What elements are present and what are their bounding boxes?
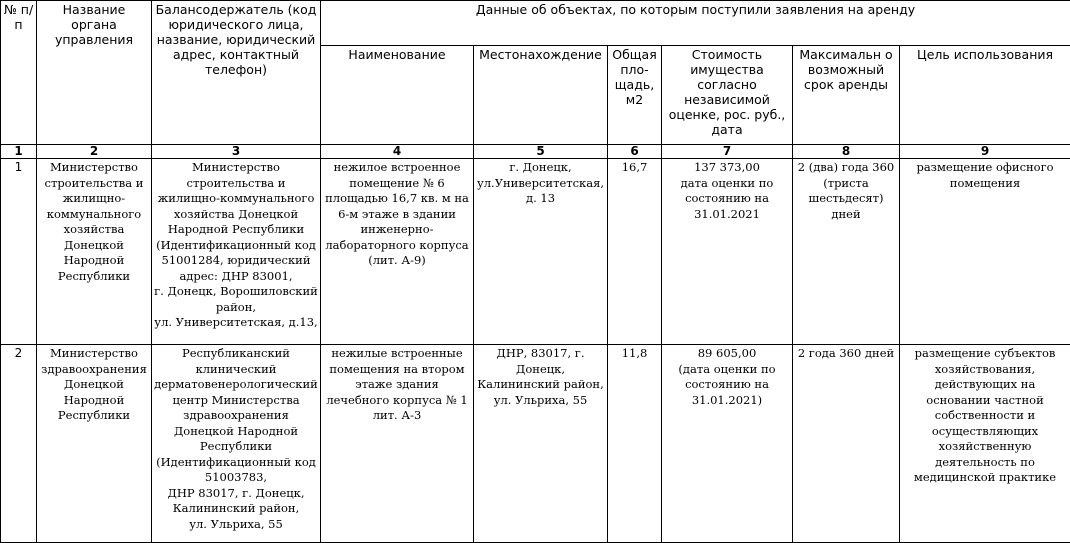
column-number: 9 — [900, 145, 1070, 159]
header-purpose: Цель использования — [900, 46, 1070, 145]
row-number: 2 — [1, 345, 37, 543]
cost-date: (дата оценки по состоянию на 31.01.2021) — [678, 361, 776, 407]
header-objects-group: Данные об объектах, по которым поступили заявления на аренду — [321, 1, 1070, 46]
row-number: 1 — [1, 159, 37, 345]
row-location: г. Донецк, ул.Университетская, д. 13 — [474, 159, 608, 345]
row-object-name: нежилое встроенное помещение № 6 площадью 16,7 кв. м на 6-м этаже в здании инженерно-лабораторного корпуса (лит. А-9) — [321, 159, 474, 345]
holder-line: (Идентификационный код 51001284, юридический адрес: ДНР 83001, — [156, 237, 316, 283]
column-number: 7 — [662, 145, 793, 159]
cost-value: 89 605,00 — [697, 346, 757, 360]
row-purpose: размещение офисного помещения — [900, 159, 1070, 345]
column-number: 1 — [1, 145, 37, 159]
row-area: 11,8 — [608, 345, 662, 543]
row-organ: Министерство строительства и жилищно-коммунального хозяйства Донецкой Народной Республики — [37, 159, 152, 345]
header-term: Максимальн о возможный срок аренды — [793, 46, 900, 145]
holder-line: Республиканский клинический дерматовенерологический центр Министерства здравоохранения Донецкой Народной Республики — [154, 346, 318, 453]
row-area: 16,7 — [608, 159, 662, 345]
column-number: 4 — [321, 145, 474, 159]
row-holder — [152, 159, 321, 345]
column-number: 3 — [152, 145, 321, 159]
header-location: Местонахождение — [474, 46, 608, 145]
cost-value: 137 373,00 — [694, 160, 760, 174]
row-object-name: нежилые встроенные помещения на втором этаже здания лечебного корпуса № 1 лит. А-3 — [321, 345, 474, 543]
holder-line: ДНР 83017, г. Донецк, Калининский район, — [167, 485, 305, 515]
row-cost — [662, 159, 793, 345]
holder-line: Министерство строительства и жилищно-коммунального хозяйства Донецкой Народной Республики — [157, 160, 315, 236]
row-term: 2 (два) года 360 (триста шестьдесят) дней — [793, 159, 900, 345]
header-row-top — [1, 1, 1070, 46]
row-organ: Министерство здравоохранения Донецкой Народной Республики — [37, 345, 152, 543]
table-row — [1, 345, 1070, 543]
header-organ: Название органа управления — [37, 1, 152, 145]
row-holder — [152, 345, 321, 543]
column-numbers-row — [1, 145, 1070, 159]
holder-line: г. Донецк, Ворошиловский район, — [154, 284, 318, 314]
row-cost — [662, 345, 793, 543]
column-number: 8 — [793, 145, 900, 159]
holder-line: (Идентификационный код 51003783, — [156, 454, 316, 484]
header-num: № п/п — [1, 1, 37, 145]
row-location: ДНР, 83017, г. Донецк, Калининский район, ул. Ульриха, 55 — [474, 345, 608, 543]
header-holder: Балансодержатель (код юридического лица, название, юридический адрес, контактный телефон) — [152, 1, 321, 145]
header-cost: Стоимость имущества согласно независимой оценке, рос. руб., дата — [662, 46, 793, 145]
header-name: Наименование — [321, 46, 474, 145]
table-row — [1, 159, 1070, 345]
column-number: 2 — [37, 145, 152, 159]
header-area: Общая пло-щадь, м2 — [608, 46, 662, 145]
holder-line: ул. Университетская, д.13, — [154, 315, 318, 329]
holder-line: ул. Ульриха, 55 — [189, 516, 283, 531]
row-purpose: размещение субъектов хозяйствования, действующих на основании частной собственности и осуществляющих хозяйственную деятельность по медицинской практике — [900, 345, 1070, 543]
cost-date: дата оценки по состоянию на 31.01.2021 — [680, 175, 774, 221]
column-number: 6 — [608, 145, 662, 159]
column-number: 5 — [474, 145, 608, 159]
row-term: 2 года 360 дней — [793, 345, 900, 543]
